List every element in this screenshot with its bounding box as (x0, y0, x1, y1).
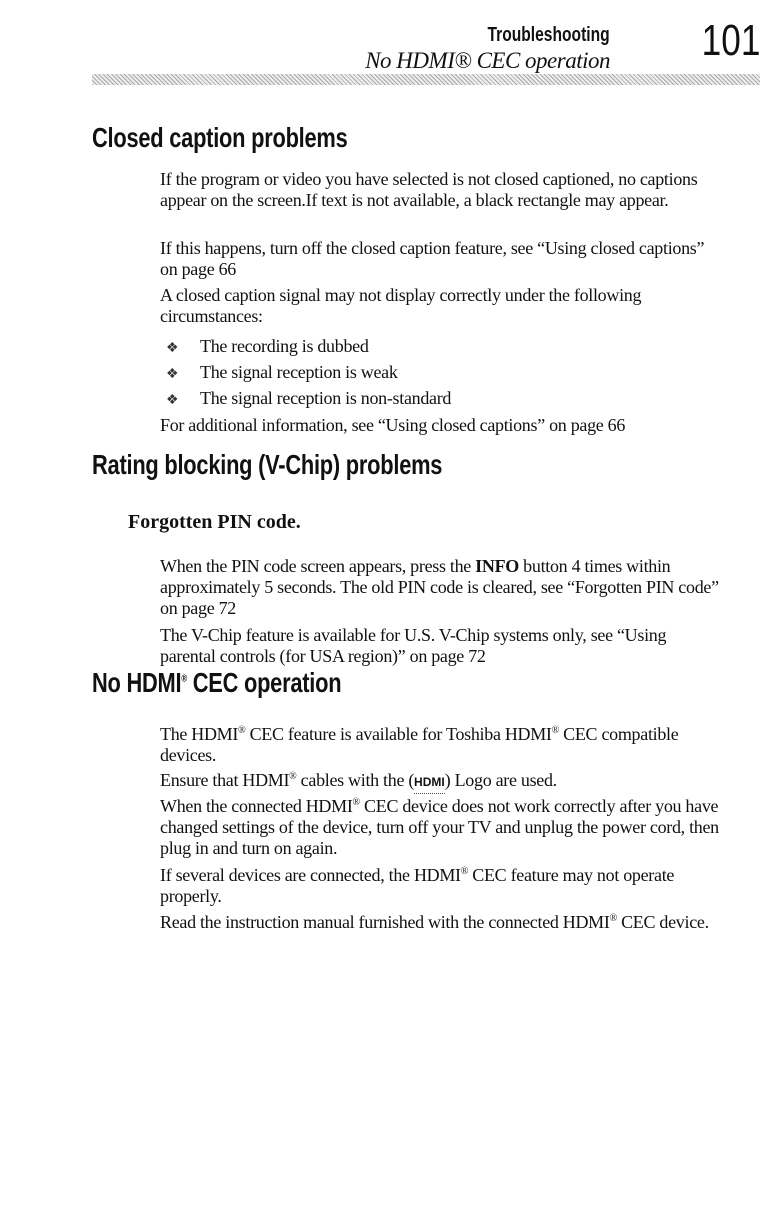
paragraph: Read the instruction manual furnished with the connected HDMI® CEC device. (160, 912, 709, 932)
bullet-text: The recording is dubbed (200, 336, 369, 356)
bullet-item (166, 388, 451, 411)
heading-closed-caption: Closed caption problems (92, 122, 348, 153)
header-rule (92, 74, 760, 85)
subheading-forgotten-pin: Forgotten PIN code. (128, 511, 301, 533)
paragraph: When the PIN code screen appears, press the INFO button 4 times within approximately 5 seconds. The old PIN code is cleared, see “Forgotten PIN code” on page 72 (160, 556, 719, 618)
running-header-section: Troubleshooting (487, 24, 610, 46)
heading-rating-blocking: Rating blocking (V-Chip) problems (92, 449, 443, 480)
bullet-text: The signal reception is weak (200, 362, 398, 382)
bullet-item (166, 336, 369, 359)
paragraph: The V-Chip feature is available for U.S. V-Chip systems only, see “Using parental controls (for USA region)” on page 72 (160, 625, 667, 666)
paragraph: If the program or video you have selected is not closed captioned, no captions appear on the screen.If text is not available, a black rectangle may appear. (160, 169, 698, 210)
heading-no-hdmi-cec: No HDMI® CEC operation (92, 667, 342, 698)
paragraph: If several devices are connected, the HDMI® CEC feature may not operate properly. (160, 865, 675, 906)
paragraph: For additional information, see “Using closed captions” on page 66 (160, 415, 626, 435)
paragraph: The HDMI® CEC feature is available for Toshiba HDMI® CEC compatible devices. (160, 724, 679, 765)
paragraph: If this happens, turn off the closed caption feature, see “Using closed captions” on page 66 (160, 238, 705, 279)
diamond-bullet-icon: ❖ (166, 341, 179, 356)
hdmi-logo: HDMI (414, 772, 445, 794)
bullet-text: The signal reception is non-standard (200, 388, 452, 408)
paragraph: When the connected HDMI® CEC device does not work correctly after you have changed settings of the device, turn off your TV and unplug the power cord, then plug in and turn on again. (160, 796, 719, 858)
diamond-bullet-icon: ❖ (166, 393, 179, 408)
running-header-subsection: No HDMI® CEC operation (365, 48, 610, 73)
paragraph: Ensure that HDMI® cables with the (HDMI) Logo are used. (160, 766, 720, 794)
diamond-bullet-icon: ❖ (166, 367, 179, 382)
bullet-item (166, 362, 398, 385)
paragraph: A closed caption signal may not display correctly under the following circumstances: (160, 285, 642, 326)
info-button-label: INFO (475, 556, 519, 576)
page-number: 101 (701, 16, 760, 65)
